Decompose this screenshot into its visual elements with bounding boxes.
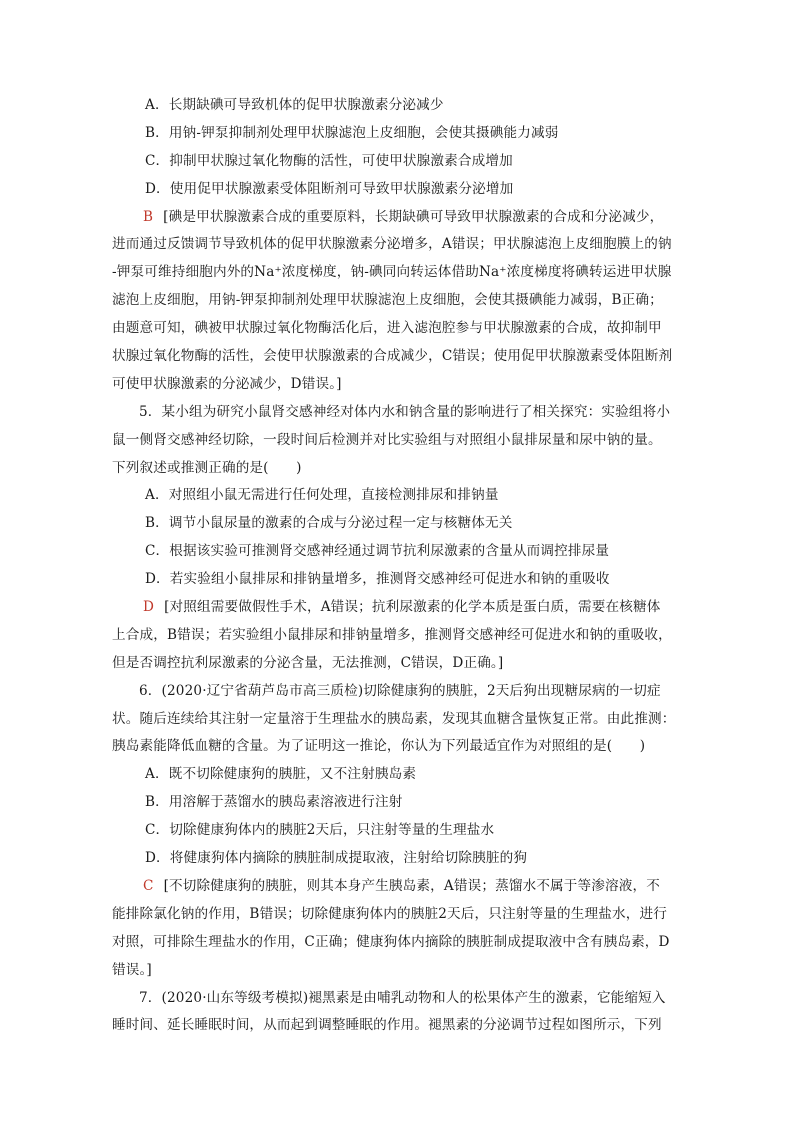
- q4-answer-letter: B: [143, 208, 154, 225]
- q4-option-a: A．长期缺碘可导致机体的促甲状腺激素分泌减少: [145, 97, 444, 113]
- q4-answer-text: [碘是甲状腺激素合成的重要原料，长期缺碘可导致甲状腺激素的合成和分泌减少，: [163, 208, 664, 225]
- q6-answer-line-1: [112, 873, 684, 901]
- q6-stem-line-3: 胰岛素能降低血糖的含量。为了证明这一推论，你认为下列最适宜作为对照组的是( ): [112, 738, 646, 755]
- q6-answer-letter: C: [143, 877, 154, 894]
- q4-answer-line-7: 可使甲状腺激素的分泌减少，D错误。]: [112, 375, 342, 392]
- q5-option-a: A．对照组小鼠无需进行任何处理，直接检测排尿和排钠量: [145, 487, 499, 504]
- document-body: [112, 92, 684, 1040]
- q5-answer-line-1: [112, 594, 684, 622]
- q5-answer-line-3: 但是否调控抗利尿激素的分泌含量，无法推测，C错误，D正确。]: [112, 654, 504, 671]
- q6-stem-line-1: 6．(2020·辽宁省葫芦岛市高三质检)切除健康狗的胰脏，2天后狗出现糖尿病的一切症: [139, 682, 661, 699]
- q5-stem-line-1: 5．某小组为研究小鼠肾交感神经对体内水和钠含量的影响进行了相关探究：实验组将小: [139, 403, 671, 420]
- q5-option-d: D．若实验组小鼠排尿和排钠量增多，推测肾交感神经可促进水和钠的重吸收: [145, 571, 610, 588]
- q6-answer-line-3: 对照，可排除生理盐水的作用，C正确；健康狗体内摘除的胰脏制成提取液中含有胰岛素，D: [112, 933, 670, 950]
- q5-option-c: C．根据该实验可推测肾交感神经通过调节抗利尿激素的含量从而调控排尿量: [145, 543, 610, 560]
- q6-option-c: C．切除健康狗体内的胰脏2天后，只注射等量的生理盐水: [145, 822, 495, 839]
- q5-answer-line-2: 上合成，B错误；若实验组小鼠排尿和排钠量增多，推测肾交感神经可促进水和钠的重吸收，: [112, 626, 672, 643]
- q7-stem-line-1: 7．(2020·山东等级考模拟)褪黑素是由哺乳动物和人的松果体产生的激素，它能缩短入: [139, 989, 666, 1006]
- q6-option-b: B．用溶解于蒸馏水的胰岛素溶液进行注射: [145, 794, 403, 811]
- q7-stem-line-2: 睡时间、延长睡眠时间，从而起到调整睡眠的作用。褪黑素的分泌调节过程如图所示，下列: [112, 1017, 662, 1034]
- q6-stem-line-2: 状。随后连续给其注射一定量溶于生理盐水的胰岛素，发现其血糖含量恢复正常。由此推测：: [112, 710, 676, 727]
- q4-option-d: D．使用促甲状腺激素受体阻断剂可导致甲状腺激素分泌增加: [145, 180, 514, 197]
- q4-answer-line-2: 进而通过反馈调节导致机体的促甲状腺激素分泌增多，A错误；甲状腺滤泡上皮细胞膜上的钠: [112, 236, 672, 253]
- q5-option-b: B．调节小鼠尿量的激素的合成与分泌过程一定与核糖体无关: [145, 515, 513, 532]
- q6-option-d: D．将健康狗体内摘除的胰脏制成提取液，注射给切除胰脏的狗: [145, 850, 528, 867]
- q5-answer-letter: D: [143, 599, 155, 616]
- q4-option-c: C．抑制甲状腺过氧化物酶的活性，可使甲状腺激素合成增加: [145, 152, 513, 169]
- q5-stem-line-3: 下列叙述或推测正确的是( ): [112, 459, 302, 476]
- q6-answer-line-2: 能排除氯化钠的作用，B错误；切除健康狗体内的胰脏2天后，只注射等量的生理盐水，进行: [112, 905, 667, 922]
- q6-answer-line-4: 错误。]: [112, 961, 152, 978]
- q4-answer-line-3: -钾泵可维持细胞内外的Na⁺浓度梯度，钠-碘同向转运体借助Na⁺浓度梯度将碘转运进甲状腺: [112, 264, 672, 281]
- q4-answer-line-1: [112, 204, 684, 232]
- q4-option-b: B．用钠-钾泵抑制剂处理甲状腺滤泡上皮细胞，会使其摄碘能力减弱: [145, 124, 559, 141]
- q4-answer-line-5: 由题意可知，碘被甲状腺过氧化物酶活化后，进入滤泡腔参与甲状腺激素的合成，故抑制甲: [112, 320, 662, 337]
- q6-option-a: A．既不切除健康狗的胰脏，又不注射胰岛素: [145, 766, 417, 783]
- q5-stem-line-2: 鼠一侧肾交感神经切除，一段时间后检测并对比实验组与对照组小鼠排尿量和尿中钠的量。: [112, 431, 662, 448]
- q5-answer-text: [对照组需要做假性手术，A错误；抗利尿激素的化学本质是蛋白质，需要在核糖体: [164, 599, 661, 616]
- q4-answer-line-4: 滤泡上皮细胞，用钠-钾泵抑制剂处理甲状腺滤泡上皮细胞，会使其摄碘能力减弱，B正确；: [112, 292, 663, 309]
- q4-answer-line-6: 状腺过氧化物酶的活性，会使甲状腺激素的合成减少，C错误；使用促甲状腺激素受体阻断剂: [112, 348, 673, 365]
- q6-answer-text: [不切除健康狗的胰脏，则其本身产生胰岛素，A错误；蒸馏水不属于等渗溶液，不: [163, 877, 661, 894]
